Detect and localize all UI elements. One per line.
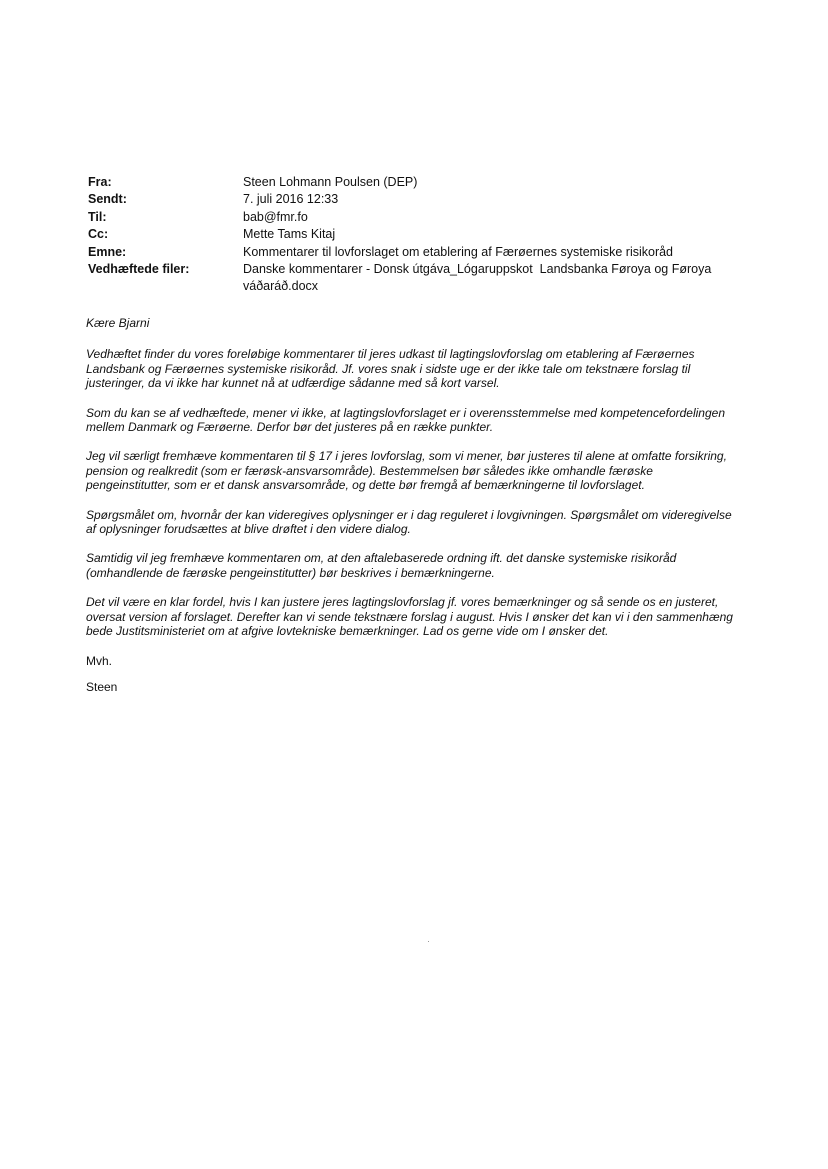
subject-label: Emne: <box>88 244 127 259</box>
from-row <box>88 174 738 191</box>
greeting: Kære Bjarni <box>86 316 150 330</box>
subject-value: Kommentarer til lovforslaget om etablering af Færøernes systemiske risikoråd <box>243 244 674 259</box>
signature: Steen <box>86 679 118 694</box>
attachments-value: Danske kommentarer - Donsk útgáva_Lógaruppskot Landsbanka Føroya og Føroya váðaráð.docx <box>243 262 715 294</box>
to-value: bab@fmr.fo <box>243 209 308 224</box>
attachments-row <box>88 261 738 296</box>
scan-speck <box>428 941 429 942</box>
sent-row <box>88 191 738 208</box>
body-paragraph: Spørgsmålet om, hvornår der kan videregives oplysninger er i dag reguleret i lovgivningen. Spørgsmålet om videregivelse af oplysninger forudsættes at blive drøftet i den videre dialog. <box>86 507 732 537</box>
sent-value: 7. juli 2016 12:33 <box>243 192 339 207</box>
email-header <box>88 174 738 296</box>
to-row <box>88 209 738 226</box>
sent-label: Sendt: <box>88 192 127 207</box>
to-label: Til: <box>88 209 107 224</box>
subject-row <box>88 244 738 261</box>
from-value: Steen Lohmann Poulsen (DEP) <box>243 175 418 189</box>
body-paragraph: Samtidig vil jeg fremhæve kommentaren om, at den aftalebaserede ordning ift. det danske systemiske risikoråd (omhandlende de færøske pengeinstitutter) bør beskrives i bemærkningerne. <box>86 551 677 580</box>
body-paragraph: Det vil være en klar fordel, hvis I kan justere jeres lagtingslovforslag jf. vores bemærkninger og så sende os en justeret, oversat version af forslaget. Derefter kan vi sende tekstnære forslag i august. Hvis I ønsker det kan vi i den sammenhæng bede Justitsministeriet om at afgive lovtekniske bemærkninger. Lad os gerne vide om I ønsker det. <box>86 595 733 639</box>
body-paragraph: Som du kan se af vedhæftede, mener vi ikke, at lagtingslovforslaget er i overensstemmelse med kompetencefordelingen mellem Danmark og Færøerne. Derfor bør det justeres på en række punkter. <box>86 405 725 435</box>
from-label: Fra: <box>88 175 112 189</box>
body-paragraph: Vedhæftet finder du vores foreløbige kommentarer til jeres udkast til lagtingslovforslag om etablering af Færøernes Landsbank og Færøernes systemiske risikoråd. Jf. vores snak i sidste uge er der ikke tale om tekstnære forslag til justeringer, da vi ikke har kunnet nå at udfærdige sådanne med så kort varsel. <box>86 347 695 391</box>
closing: Mvh. <box>86 653 113 668</box>
body-paragraph: Jeg vil særligt fremhæve kommentaren til § 17 i jeres lovforslag, som vi mener, bør justeres til alene at omfatte forsikring, pension og realkredit (som er færøsk-ansvarsområde). Bestemmelsen bør således ikke omhandle færøske pengeinstitutter, som er et dansk ansvarsområde, og dette bør fremgå af bemærkningerne til lovforslaget. <box>86 449 727 493</box>
cc-value: Mette Tams Kitaj <box>243 227 336 242</box>
cc-label: Cc: <box>88 227 109 242</box>
email-body <box>86 316 736 706</box>
cc-row <box>88 226 738 243</box>
attachments-label: Vedhæftede filer: <box>88 262 190 277</box>
